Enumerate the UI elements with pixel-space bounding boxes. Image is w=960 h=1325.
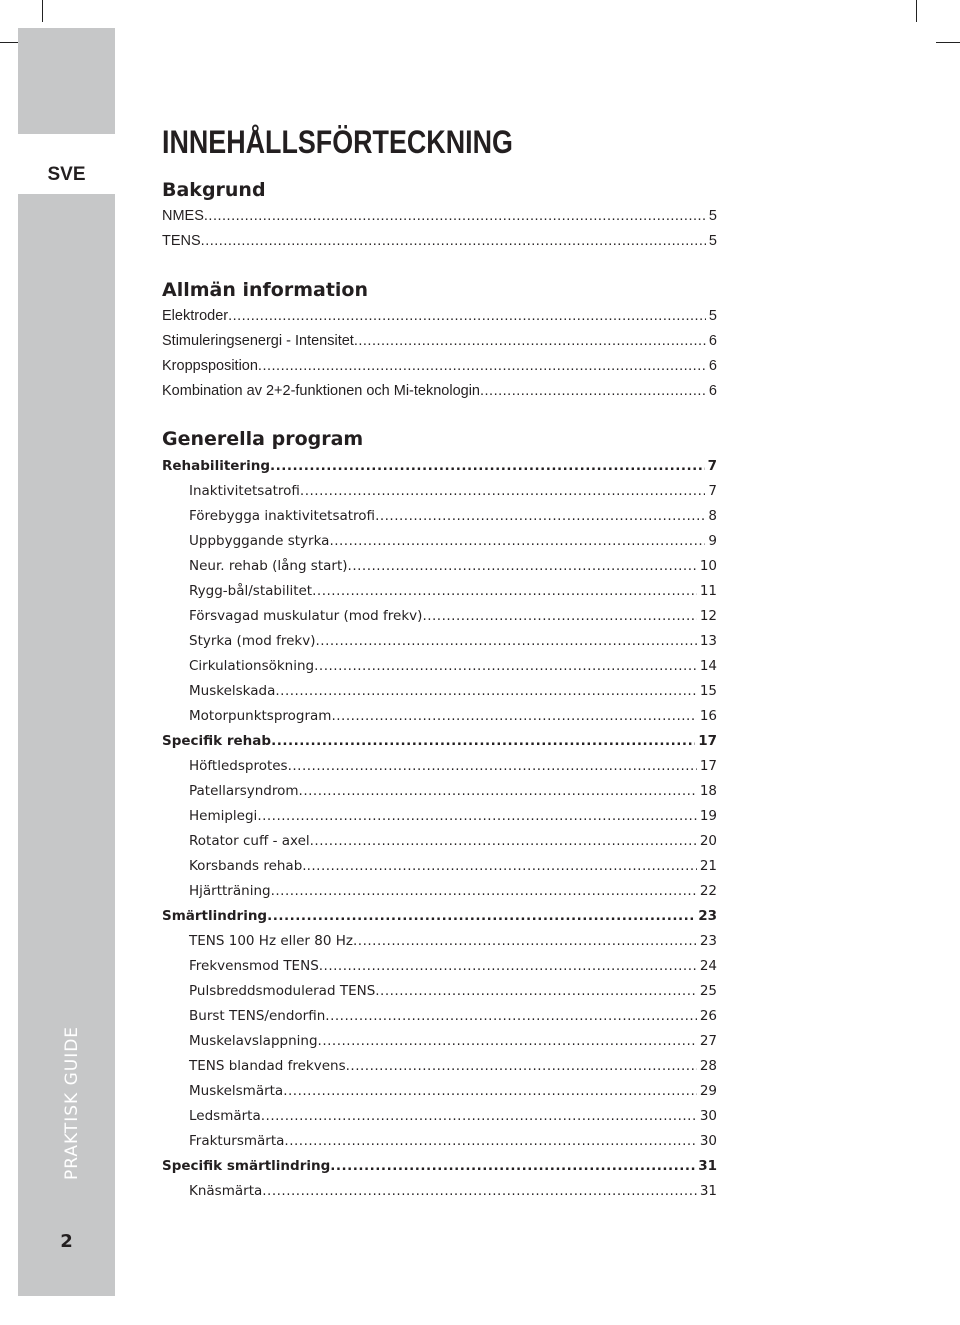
toc-entry-label: Elektroder <box>162 308 229 324</box>
toc-entry-label: Hemiplegi <box>189 808 258 824</box>
toc-entry-label: Motorpunktsprogram <box>189 708 332 724</box>
page-title: INNEHÅLLSFÖRTECKNING <box>162 124 513 160</box>
toc-entry-page: 10 <box>699 558 717 574</box>
toc-entry-label: Knäsmärta <box>189 1183 263 1199</box>
toc-entry-label: Styrka (mod frekv) <box>189 633 316 649</box>
toc-entry[interactable] <box>189 708 717 724</box>
toc-entry-label: Höftledsprotes <box>189 758 288 774</box>
leader-dots <box>422 608 696 624</box>
toc-entry-label: Cirkulationsökning <box>189 658 315 674</box>
toc-group-label: Specifik smärtlindring <box>162 1158 331 1174</box>
leader-dots <box>318 1033 697 1049</box>
leader-dots <box>346 1058 697 1074</box>
toc-entry-page: 21 <box>699 858 717 874</box>
toc-group-page: 31 <box>698 1158 717 1174</box>
toc-entry-page: 6 <box>708 383 717 399</box>
leader-dots <box>299 783 697 799</box>
toc-entry-label: Burst TENS/endorfin <box>189 1008 326 1024</box>
toc-entry-label: Kroppsposition <box>162 358 258 374</box>
toc-entry-page: 18 <box>699 783 717 799</box>
leader-dots <box>284 1133 696 1149</box>
toc-entry[interactable] <box>189 608 717 624</box>
toc-entry-page: 31 <box>699 1183 717 1199</box>
toc-entry-label: Uppbyggande styrka <box>189 533 330 549</box>
toc-entry-label: Patellarsyndrom <box>189 783 299 799</box>
leader-dots <box>325 1008 697 1024</box>
toc-entry-label: Stimuleringsenergi - Intensitet <box>162 333 354 349</box>
crop-mark <box>936 42 960 43</box>
toc-group[interactable] <box>162 733 717 749</box>
toc-entry-label: Muskelsmärta <box>189 1083 284 1099</box>
toc-entry[interactable] <box>189 1008 717 1024</box>
toc-entry[interactable] <box>189 533 717 549</box>
toc-entry[interactable] <box>189 883 717 899</box>
toc-entry-label: Neur. rehab (lång start) <box>189 558 348 574</box>
toc-entry[interactable] <box>189 1083 717 1099</box>
toc-entry-page: 24 <box>699 958 717 974</box>
toc-entry-label: Försvagad muskulatur (mod frekv) <box>189 608 423 624</box>
toc-entry-label: Frekvensmod TENS <box>189 958 319 974</box>
toc-entry[interactable] <box>162 383 717 399</box>
toc-entry-label: TENS blandad frekvens <box>189 1058 346 1074</box>
toc-entry-page: 8 <box>708 508 717 524</box>
leader-dots <box>228 308 706 324</box>
toc-entry-page: 6 <box>708 333 717 349</box>
toc-entry[interactable] <box>189 933 717 949</box>
leader-dots <box>258 358 706 374</box>
toc-entry-label: Rygg-bål/stabilitet <box>189 583 313 599</box>
toc-group[interactable] <box>162 908 717 924</box>
leader-dots <box>204 208 706 224</box>
toc-entry-page: 5 <box>708 233 717 249</box>
toc-entry[interactable] <box>162 208 717 224</box>
toc-entry[interactable] <box>189 1033 717 1049</box>
language-label: SVE <box>47 164 86 185</box>
toc-entry[interactable] <box>162 233 717 249</box>
toc-entry[interactable] <box>189 1133 717 1149</box>
leader-dots <box>201 233 706 249</box>
toc-entry[interactable] <box>189 1058 717 1074</box>
toc-entry-page: 16 <box>699 708 717 724</box>
toc-entry-label: Inaktivitetsatrofi <box>189 483 300 499</box>
leader-dots <box>288 758 697 774</box>
toc-entry[interactable] <box>189 808 717 824</box>
sidebar <box>18 28 115 1296</box>
toc-entry-label: Förebygga inaktivitetsatrofi <box>189 508 376 524</box>
toc-entry[interactable] <box>162 308 717 324</box>
toc-group-page: 7 <box>707 458 717 474</box>
toc-group-page: 17 <box>698 733 717 749</box>
toc-entry-page: 29 <box>699 1083 717 1099</box>
toc-entry-page: 26 <box>699 1008 717 1024</box>
toc-group-label: Smärtlindring <box>162 908 268 924</box>
toc-entry[interactable] <box>189 683 717 699</box>
toc-entry-page: 11 <box>699 583 717 599</box>
toc-entry[interactable] <box>189 558 717 574</box>
toc-entry[interactable] <box>189 508 717 524</box>
crop-mark <box>42 0 43 22</box>
leader-dots <box>271 733 695 749</box>
toc-entry[interactable] <box>189 483 717 499</box>
toc-entry-page: 30 <box>699 1108 717 1124</box>
leader-dots <box>283 1083 697 1099</box>
toc-entry[interactable] <box>162 358 717 374</box>
toc-entry-label: Fraktursmärta <box>189 1133 285 1149</box>
leader-dots <box>257 808 697 824</box>
toc-entry[interactable] <box>189 833 717 849</box>
toc-entry-page: 5 <box>708 308 717 324</box>
toc-entry-label: Pulsbreddsmodulerad TENS <box>189 983 376 999</box>
toc-entry-label: TENS <box>162 233 201 249</box>
toc-entry-label: Korsbands rehab. <box>189 858 307 874</box>
leader-dots <box>331 708 696 724</box>
toc-entry-page: 23 <box>699 933 717 949</box>
toc-entry[interactable] <box>189 958 717 974</box>
toc-entry-page: 25 <box>699 983 717 999</box>
toc-entry-page: 6 <box>708 358 717 374</box>
leader-dots <box>330 1158 695 1174</box>
toc-entry-page: 5 <box>708 208 717 224</box>
leader-dots <box>375 508 705 524</box>
toc-group-label: Specifik rehab <box>162 733 272 749</box>
leader-dots <box>315 633 696 649</box>
toc-entry[interactable] <box>189 983 717 999</box>
leader-dots <box>261 1108 697 1124</box>
section-heading: Allmän information <box>162 279 369 301</box>
toc-group[interactable] <box>162 1158 717 1174</box>
toc-entry-page: 22 <box>699 883 717 899</box>
leader-dots <box>312 583 697 599</box>
page-number: 2 <box>60 1231 73 1252</box>
leader-dots <box>262 1183 697 1199</box>
leader-dots <box>329 533 705 549</box>
toc-entry[interactable] <box>189 858 717 874</box>
toc-group-page: 23 <box>698 908 717 924</box>
toc-entry-label: Muskelavslappning <box>189 1033 318 1049</box>
leader-dots <box>310 833 697 849</box>
toc-entry-label: Ledsmärta <box>189 1108 261 1124</box>
leader-dots <box>354 333 706 349</box>
toc-entry-page: 30 <box>699 1133 717 1149</box>
toc-entry[interactable] <box>189 633 717 649</box>
toc-entry-page: 19 <box>699 808 717 824</box>
leader-dots <box>267 908 695 924</box>
toc-entry-page: 17 <box>699 758 717 774</box>
leader-dots <box>353 933 697 949</box>
leader-dots <box>275 683 696 699</box>
toc-entry-page: 20 <box>699 833 717 849</box>
toc-entry[interactable] <box>189 758 717 774</box>
toc-entry-page: 7 <box>708 483 717 499</box>
toc-entry-label: TENS 100 Hz eller 80 Hz <box>189 933 353 949</box>
toc-entry-page: 12 <box>699 608 717 624</box>
toc-entry-page: 15 <box>699 683 717 699</box>
leader-dots <box>314 658 697 674</box>
leader-dots <box>307 858 697 874</box>
toc-entry-page: 27 <box>699 1033 717 1049</box>
toc-entry-label: Muskelskada <box>189 683 276 699</box>
toc-entry-page: 28 <box>699 1058 717 1074</box>
toc-entry[interactable] <box>189 658 717 674</box>
toc-entry-page: 9 <box>708 533 717 549</box>
toc-group[interactable] <box>162 458 717 474</box>
section-heading: Bakgrund <box>162 179 266 201</box>
leader-dots <box>348 558 697 574</box>
toc-entry-label: Hjärtträning <box>189 883 271 899</box>
leader-dots <box>270 458 705 474</box>
leader-dots <box>480 383 706 399</box>
toc-entry[interactable] <box>189 583 717 599</box>
crop-mark <box>916 0 917 22</box>
toc-entry[interactable] <box>189 1183 717 1199</box>
toc-group-label: Rehabilitering <box>162 458 270 474</box>
toc-entry-label: Rotator cuff - axel <box>189 833 310 849</box>
leader-dots <box>300 483 705 499</box>
leader-dots <box>375 983 697 999</box>
toc-entry[interactable] <box>189 1108 717 1124</box>
toc-entry[interactable] <box>189 783 717 799</box>
toc-entry-label: Kombination av 2+2-funktionen och Mi-teknologin <box>162 383 480 399</box>
toc-entry-label: NMES <box>162 208 204 224</box>
leader-dots <box>271 883 697 899</box>
guide-label: PRAKTISK GUIDE <box>62 1025 82 1180</box>
toc-entry-page: 14 <box>699 658 717 674</box>
toc-entry-page: 13 <box>699 633 717 649</box>
toc-entry[interactable] <box>162 333 717 349</box>
section-heading: Generella program <box>162 428 364 450</box>
leader-dots <box>319 958 697 974</box>
